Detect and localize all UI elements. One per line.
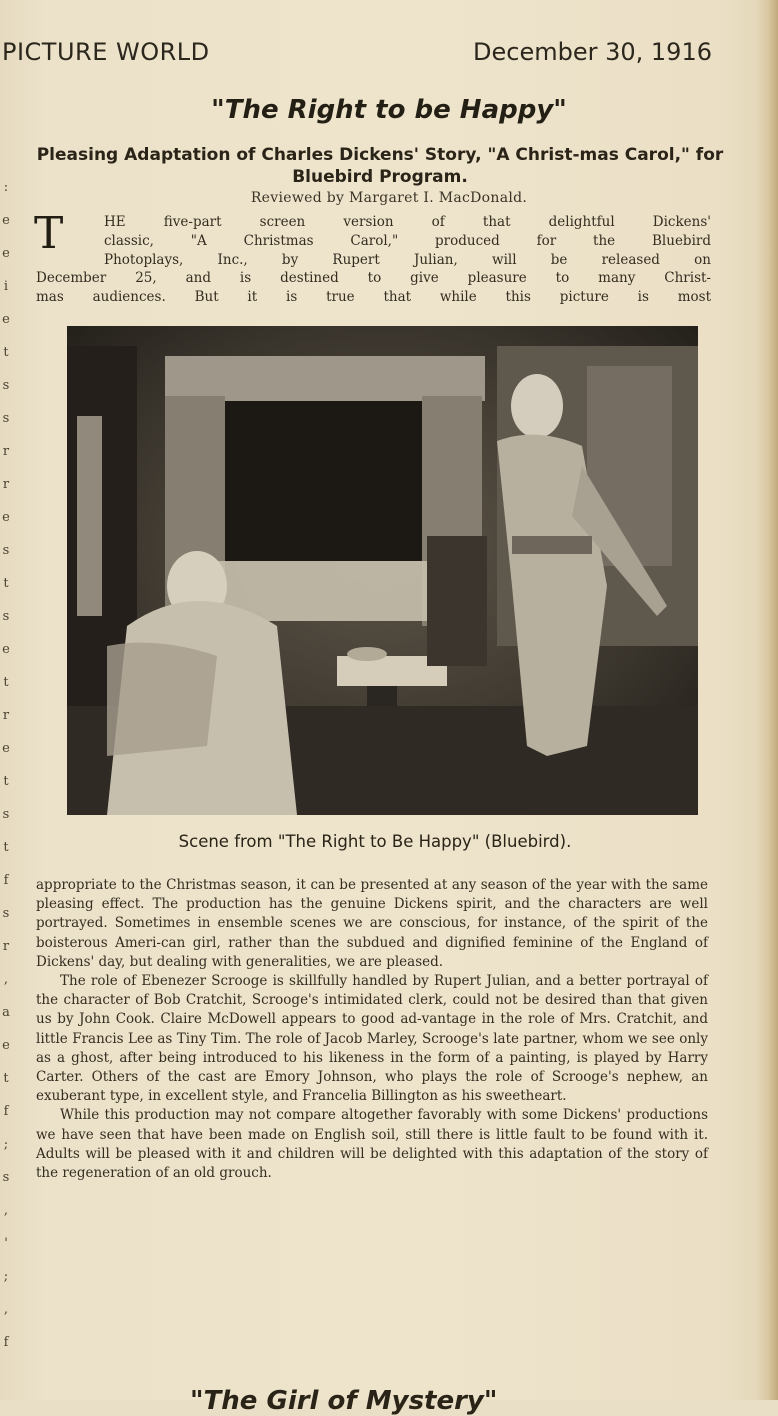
intro-line: December 25, and is destined to give pleasure to many Christ- [36, 270, 711, 287]
intro-line: classic, "A Christmas Carol," produced for the Bluebird [104, 232, 711, 249]
gutter-fragment: e [2, 1038, 10, 1053]
gutter-fragment: t [3, 840, 9, 855]
gutter-fragment: f [3, 1335, 9, 1350]
body-paragraph: While this production may not compare altogether favorably with some Dickens' productions we have seen that have been made on English soil, still there is little fault to be found with it. Adults will be pleased with it and children will be delighted with this adaptation of the story of the regeneration of an old grouch. [36, 1107, 708, 1182]
page-header [0, 38, 712, 70]
next-article-title-cutoff: "The Girl of Mystery" [190, 1386, 498, 1416]
gutter-fragment: t [3, 345, 9, 360]
gutter-fragment: r [2, 477, 10, 492]
gutter-fragment: e [2, 213, 10, 228]
body-paragraph: appropriate to the Christmas season, it can be presented at any season of the year with the same pleasing effect. The production has the genuine Dickens spirit, and the characters are well portrayed. Sometimes in ensemble scenes we are conscious, for instance, of the spirit of the boisterous Ameri-can girl, rather than the subdued and dignified feminine of the England of Dickens' day, but dealing with generalities, we are pleased. [36, 877, 708, 970]
gutter-fragment: r [2, 939, 10, 954]
gutter-fragment: ' [4, 1236, 8, 1251]
page-edge-shadow [756, 0, 778, 1400]
gutter-fragment: f [3, 1104, 9, 1119]
intro-paragraph [36, 213, 711, 307]
gutter-fragment: s [2, 411, 10, 426]
gutter-fragment: e [2, 510, 10, 525]
gutter-fragment: s [2, 609, 10, 624]
intro-line: HE five-part screen version of that delightful Dickens' [104, 214, 711, 230]
body-paragraph: The role of Ebenezer Scrooge is skillfully handled by Rupert Julian, and a better portrayal of the character of Bob Cratchit, Scrooge's intimidated clerk, could not be desired than that given us by John Cook. Claire McDowell appears to good ad-vantage in the role of Mrs. Cratchit, and little Francis Lee as Tiny Tim. The role of Jacob Marley, Scrooge's late partner, whom we see only as a ghost, after being introduced to his likeness in the form of a painting, is played by Harry Carter. Others of the cast are Emory Johnson, who plays the role of Scrooge's nephew, an exuberant type, in excellent style, and Francelia Billington as his sweetheart. [36, 973, 708, 1105]
photo-caption: Scene from "The Right to Be Happy" (Bluebird). [178, 832, 572, 851]
gutter-fragment: a [2, 1005, 10, 1020]
gutter-fragment: s [2, 378, 10, 393]
article-title: "The Right to be Happy" [211, 95, 567, 125]
issue-date: December 30, 1916 [473, 38, 712, 66]
gutter-fragment: t [3, 1071, 9, 1086]
gutter-fragment: s [2, 543, 10, 558]
gutter-fragment: e [2, 312, 10, 327]
gutter-fragment: , [3, 972, 9, 987]
gutter-fragment: ; [3, 1269, 9, 1284]
gutter-fragment: t [3, 576, 9, 591]
gutter-fragment: t [3, 675, 9, 690]
intro-line: mas audiences. But it is true that while this picture is most [36, 289, 711, 306]
gutter-fragment: s [2, 807, 10, 822]
gutter-fragment: e [2, 741, 10, 756]
gutter-fragment: i [3, 279, 9, 294]
gutter-fragment: f [3, 873, 9, 888]
gutter-fragment: , [3, 1203, 9, 1218]
gutter-fragment: r [2, 708, 10, 723]
article-byline: Reviewed by Margaret I. MacDonald. [250, 190, 528, 206]
gutter-fragment: e [2, 642, 10, 657]
publication-name: PICTURE WORLD [2, 38, 210, 66]
drop-cap: T [34, 208, 64, 259]
article-subtitle: Pleasing Adaptation of Charles Dickens' Story, "A Christ-mas Carol," for Bluebird Program. [36, 145, 724, 187]
gutter-fragment: : [3, 180, 9, 195]
gutter-fragment: t [3, 774, 9, 789]
gutter-fragment: ; [3, 1137, 9, 1152]
article-body [36, 876, 708, 1183]
gutter-fragment: , [3, 1302, 9, 1317]
film-still-photo [67, 326, 698, 815]
gutter-fragment: e [2, 246, 10, 261]
gutter-fragment: r [2, 444, 10, 459]
gutter-fragment: s [2, 906, 10, 921]
intro-line: Photoplays, Inc., by Rupert Julian, will be released on [104, 251, 711, 268]
gutter-fragment: s [2, 1170, 10, 1185]
